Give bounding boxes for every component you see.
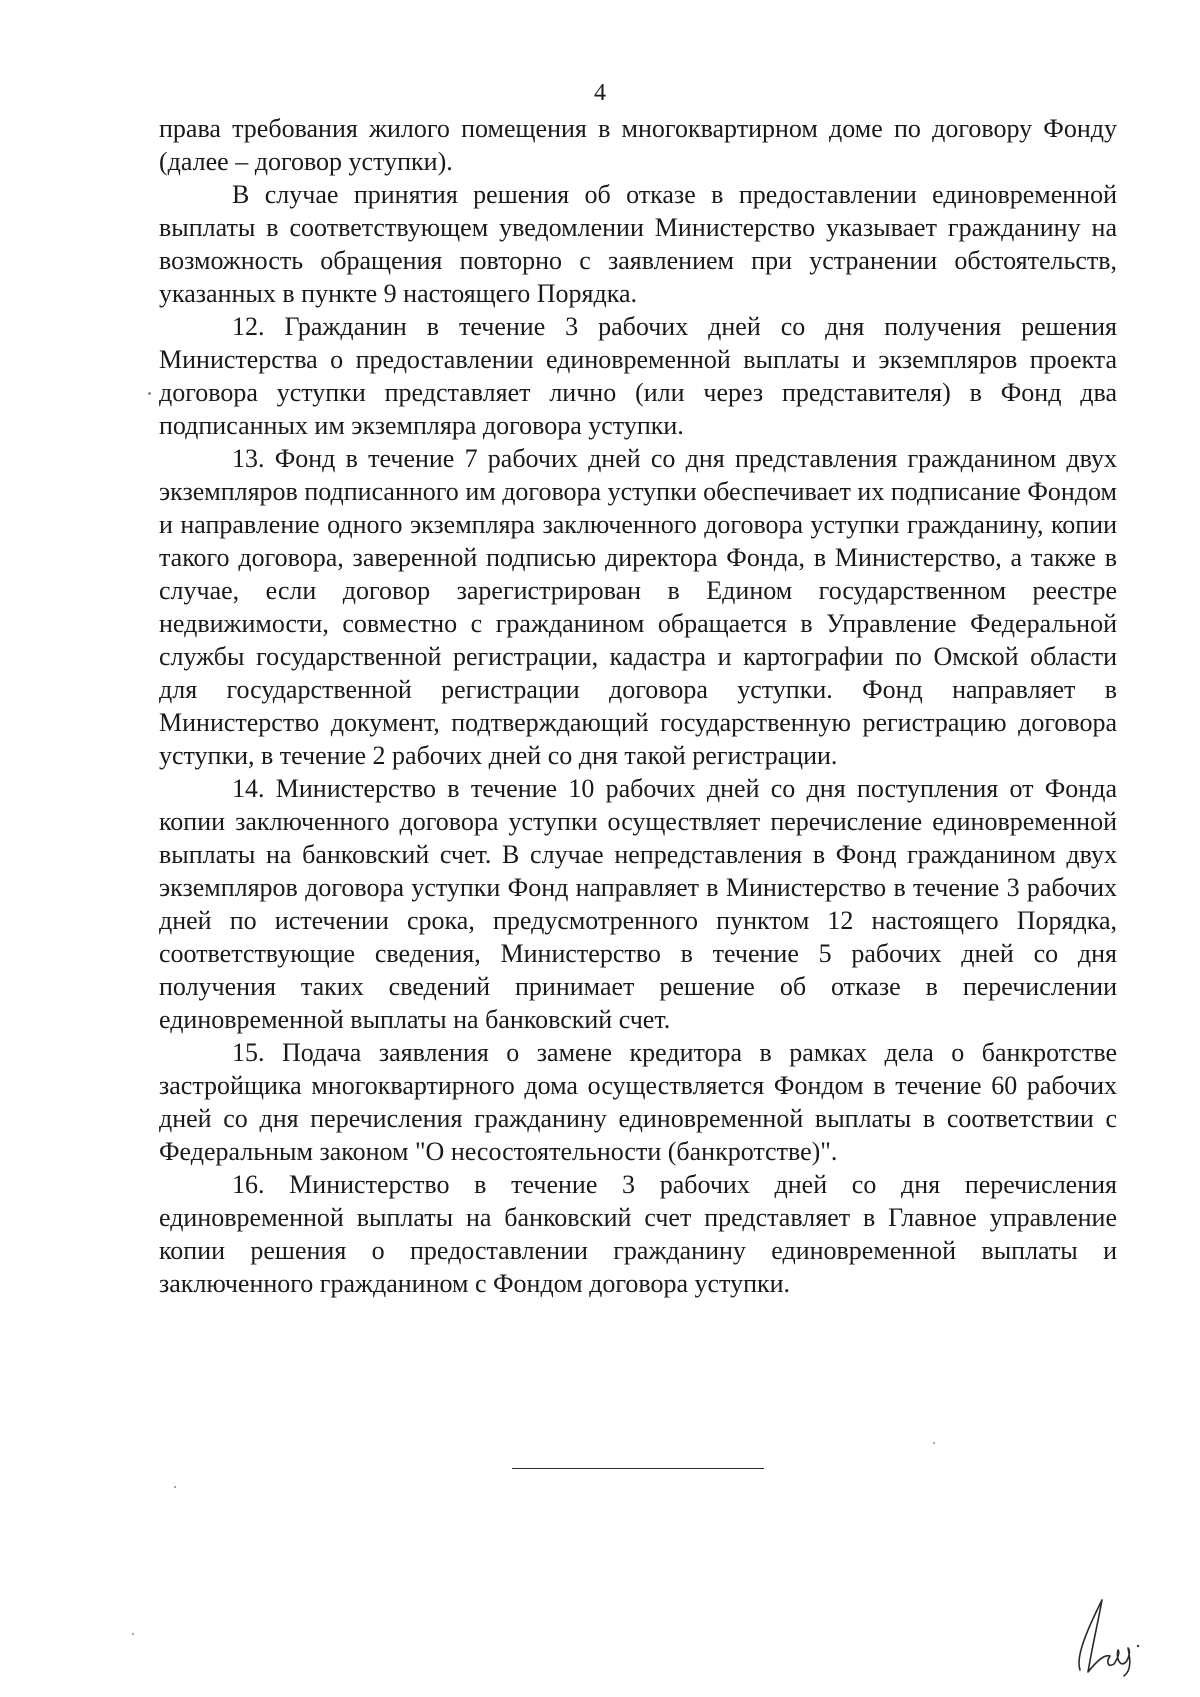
scan-speck bbox=[174, 1486, 176, 1488]
scan-speck bbox=[148, 392, 151, 395]
paragraph-item-13: 13. Фонд в течение 7 рабочих дней со дня представления гражданином двух экземпляров подписанного им договора уступки обеспечивает их подписание Фондом и направление одного экземпляра заключенного договора уступки гражданину, копии такого договора, заверенной подписью директора Фонда, в Министерство, а также в случае, если договор зарегистрирован в Едином государственном реестре недвижимости, совместно с гражданином обращается в Управление Федеральной службы государственной регистрации, кадастра и картографии по Омской области для государственной регистрации договора уступки. Фонд направляет в Министерство документ, подтверждающий государственную регистрацию договора уступки, в течение 2 рабочих дней со дня такой регистрации. bbox=[159, 444, 1117, 770]
paragraph-item-12: 12. Гражданин в течение 3 рабочих дней со дня получения решения Министерства о предоставлении единовременной выплаты и экземпляров проекта договора уступки представляет лично (или через представителя) в Фонд два подписанных им экземпляра договора уступки. bbox=[159, 312, 1117, 440]
end-separator-line bbox=[512, 1468, 764, 1469]
paragraph-item-16: 16. Министерство в течение 3 рабочих дней со дня перечисления единовременной выплаты на банковский счет представляет в Главное управление копии решения о предоставлении гражданину единовременной выплаты и заключенного гражданином с Фондом договора уступки. bbox=[159, 1170, 1117, 1298]
page-number: 4 bbox=[594, 80, 606, 106]
paragraph-refusal-notice: В случае принятия решения об отказе в предоставлении единовременной выплаты в соответствующем уведомлении Министерство указывает гражданину на возможность обращения повторно с заявлением при устранении обстоятельств, указанных в пункте 9 настоящего Порядка. bbox=[159, 180, 1117, 308]
scan-speck bbox=[132, 1633, 134, 1635]
scan-speck bbox=[933, 1442, 935, 1444]
document-body bbox=[159, 112, 1117, 1300]
paragraph-continuation: права требования жилого помещения в многоквартирном доме по договору Фонду (далее – договор уступки). bbox=[159, 114, 1117, 176]
paragraph-item-15: 15. Подача заявления о замене кредитора в рамках дела о банкротстве застройщика многоквартирного дома осуществляется Фондом в течение 60 рабочих дней со дня перечисления гражданину единовременной выплаты в соответствии с Федеральным законом "О несостоятельности (банкротстве)". bbox=[159, 1038, 1117, 1166]
handwritten-initials bbox=[1058, 1588, 1158, 1678]
paragraph-item-14: 14. Министерство в течение 10 рабочих дней со дня поступления от Фонда копии заключенного договора уступки осуществляет перечисление единовременной выплаты на банковский счет. В случае непредставления в Фонд гражданином двух экземпляров договора уступки Фонд направляет в Министерство в течение 3 рабочих дней по истечении срока, предусмотренного пунктом 12 настоящего Порядка, соответствующие сведения, Министерство в течение 5 рабочих дней со дня получения таких сведений принимает решение об отказе в перечислении единовременной выплаты на банковский счет. bbox=[159, 774, 1117, 1034]
